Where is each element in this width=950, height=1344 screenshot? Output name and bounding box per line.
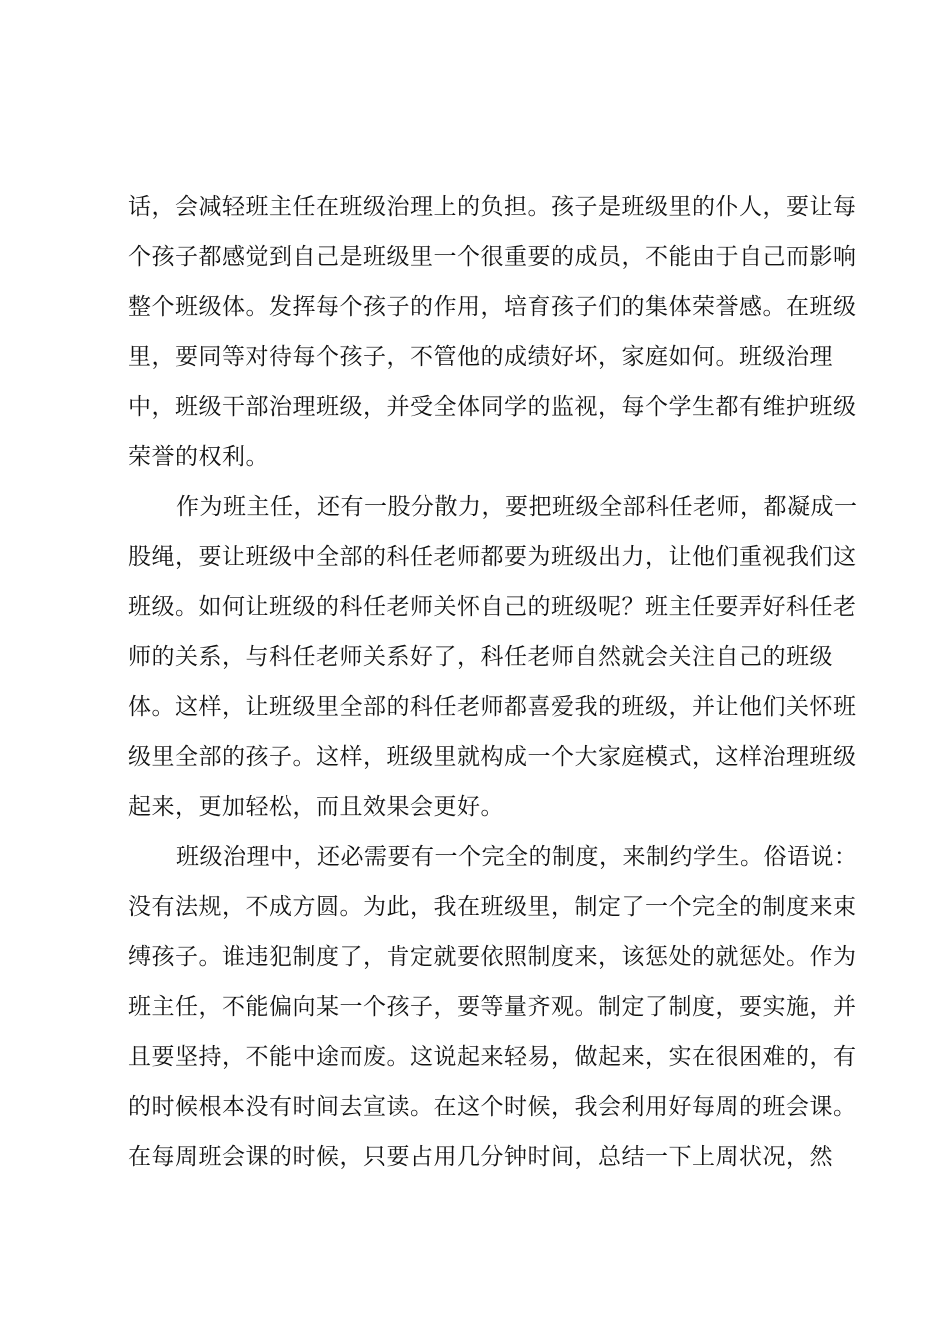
paragraph-line: 班主任，不能偏向某一个孩子，要等量齐观。制定了制度，要实施，并 — [128, 994, 857, 1020]
paragraph-line: 作为班主任，还有一股分散力，要把班级全部科任老师，都凝成一 — [176, 494, 858, 520]
paragraph-1 — [128, 182, 857, 482]
paragraph-line: 班级。如何让班级的科任老师关怀自己的班级呢？班主任要弄好科任老 — [128, 594, 857, 620]
paragraph-line: 里，要同等对待每个孩子，不管他的成绩好坏，家庭如何。班级治理 — [128, 344, 833, 370]
paragraph-line: 在每周班会课的时候，只要占用几分钟时间，总结一下上周状况，然 — [128, 1144, 833, 1170]
paragraph-line: 话，会减轻班主任在班级治理上的负担。孩子是班级里的仆人，要让每 — [128, 194, 857, 220]
paragraph-line: 体。这样，让班级里全部的科任老师都喜爱我的班级，并让他们关怀班 — [128, 694, 857, 720]
paragraph-3 — [128, 832, 858, 1182]
paragraph-line: 师的关系，与科任老师关系好了，科任老师自然就会关注自己的班级 — [128, 644, 833, 670]
paragraph-line: 荣誉的权利。 — [128, 444, 269, 470]
paragraph-line: 中，班级干部治理班级，并受全体同学的监视，每个学生都有维护班级 — [128, 394, 857, 420]
paragraph-line: 个孩子都感觉到自己是班级里一个很重要的成员，不能由于自己而影响 — [128, 244, 857, 270]
paragraph-line: 且要坚持，不能中途而废。这说起来轻易，做起来，实在很困难的，有 — [128, 1044, 857, 1070]
paragraph-line: 的时候根本没有时间去宣读。在这个时候，我会利用好每周的班会课。 — [128, 1094, 857, 1120]
paragraph-line: 股绳，要让班级中全部的科任老师都要为班级出力，让他们重视我们这 — [128, 544, 857, 570]
paragraph-line: 整个班级体。发挥每个孩子的作用，培育孩子们的集体荣誉感。在班级 — [128, 294, 857, 320]
paragraph-line: 级里全部的孩子。这样，班级里就构成一个大家庭模式，这样治理班级 — [128, 744, 857, 770]
paragraph-line: 缚孩子。谁违犯制度了，肯定就要依照制度来，该惩处的就惩处。作为 — [128, 944, 857, 970]
paragraph-2 — [128, 482, 858, 832]
paragraph-line: 没有法规，不成方圆。为此，我在班级里，制定了一个完全的制度来束 — [128, 894, 857, 920]
paragraph-line: 起来，更加轻松，而且效果会更好。 — [128, 794, 504, 820]
paragraph-line: 班级治理中，还必需要有一个完全的制度，来制约学生。俗语说： — [176, 844, 858, 870]
